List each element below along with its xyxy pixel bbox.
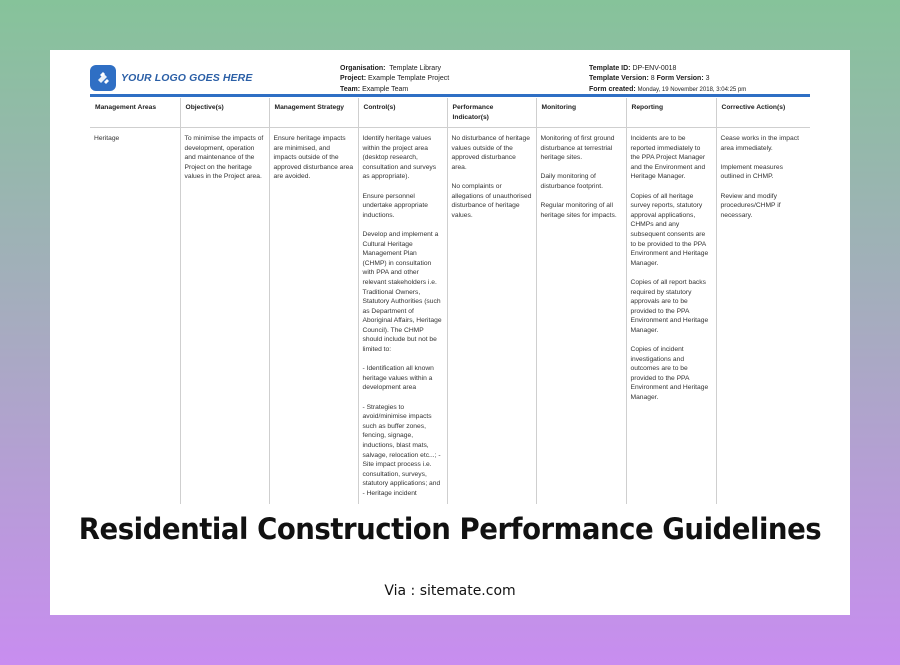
corrective-cell: Cease works in the impact area immediately. Implement measures outlined in CHMP. Review and modify procedures/CHMP if necessary. xyxy=(716,128,810,505)
source-credit: Via : sitemate.com xyxy=(384,583,516,599)
table-row xyxy=(90,128,810,505)
column-header: Management Areas xyxy=(90,98,180,128)
column-header: Corrective Action(s) xyxy=(716,98,810,128)
column-header: Reporting xyxy=(626,98,716,128)
document-card xyxy=(50,50,850,615)
objective-cell: To minimise the impacts of development, operation and maintenance of the Project on the heritage values in the Project area. xyxy=(180,128,269,505)
column-header: Control(s) xyxy=(358,98,447,128)
column-header: Performance Indicator(s) xyxy=(447,98,536,128)
controls-cell: Identify heritage values within the project area (desktop research, consultation and surveys as appropriate). Ensure personnel undertake appropriate inductions. Develop and implement a Cultural Heritage Management Plan (CHMP) in consultation with PPA and other relevant stakeholders i.e. Traditional Owners, Statutory Authorities (such as Department of Aboriginal Affairs, Heritage Council). The CHMP should include but not be limited to: - Identification all known heritage values within a development area - Strategies to avoid/minimise impacts such as buffer zones, fencing, signage, inductions, blast mats, salvage, relocation etc...; - Site impact process i.e. consultation, surveys, statutory applications; and - Heritage incident xyxy=(358,128,447,505)
management-table xyxy=(90,98,810,504)
table-header-row xyxy=(90,98,810,128)
s-logo-icon xyxy=(90,65,116,91)
form-created-line: Form created: Monday, 19 November 2018, 3:04:25 pm xyxy=(589,85,747,93)
column-header: Objective(s) xyxy=(180,98,269,128)
monitoring-cell: Monitoring of first ground disturbance at terrestrial heritage sites. Daily monitoring of disturbance footprint. Regular monitoring of all heritage sites for impacts. xyxy=(536,128,626,505)
performance-cell: No disturbance of heritage values outside of the approved disturbance area. No complaints or allegations of unauthorised disturbance of heritage values. xyxy=(447,128,536,505)
header-rule xyxy=(90,94,810,97)
project-line: Project: Example Template Project xyxy=(340,75,450,83)
reporting-cell: Incidents are to be reported immediately to the PPA Project Manager and the Environment and Heritage Manager. Copies of all heritage survey reports, statutory approval applications, CHMPs and any subsequent consents are to be provided to the PPA Environment and Heritage Manager. Copies of all report backs required by statutory approvals are to be provided to the PPA Environment and Heritage Manager. Copies of incident investigations and outcomes are to be provided to the PPA Environment and Heritage Manager. xyxy=(626,128,716,505)
logo-text: YOUR LOGO GOES HERE xyxy=(121,72,253,84)
meta-right xyxy=(589,64,746,95)
strategy-cell: Ensure heritage impacts are minimised, and impacts outside of the approved disturbance area are avoided. xyxy=(269,128,358,505)
management-area-cell: Heritage xyxy=(94,135,120,142)
column-header: Management Strategy xyxy=(269,98,358,128)
page-title: Residential Construction Performance Guidelines xyxy=(78,512,822,546)
team-line: Team: Example Team xyxy=(340,85,409,93)
column-header: Monitoring xyxy=(536,98,626,128)
document-preview xyxy=(90,62,810,504)
logo xyxy=(90,65,252,91)
organisation-line: Organisation: Template Library xyxy=(340,65,442,72)
template-id-line: Template ID: DP-ENV-0018 xyxy=(589,65,677,72)
version-line: Template Version: 8 Form Version: 3 xyxy=(589,75,710,83)
meta-left xyxy=(340,64,449,95)
